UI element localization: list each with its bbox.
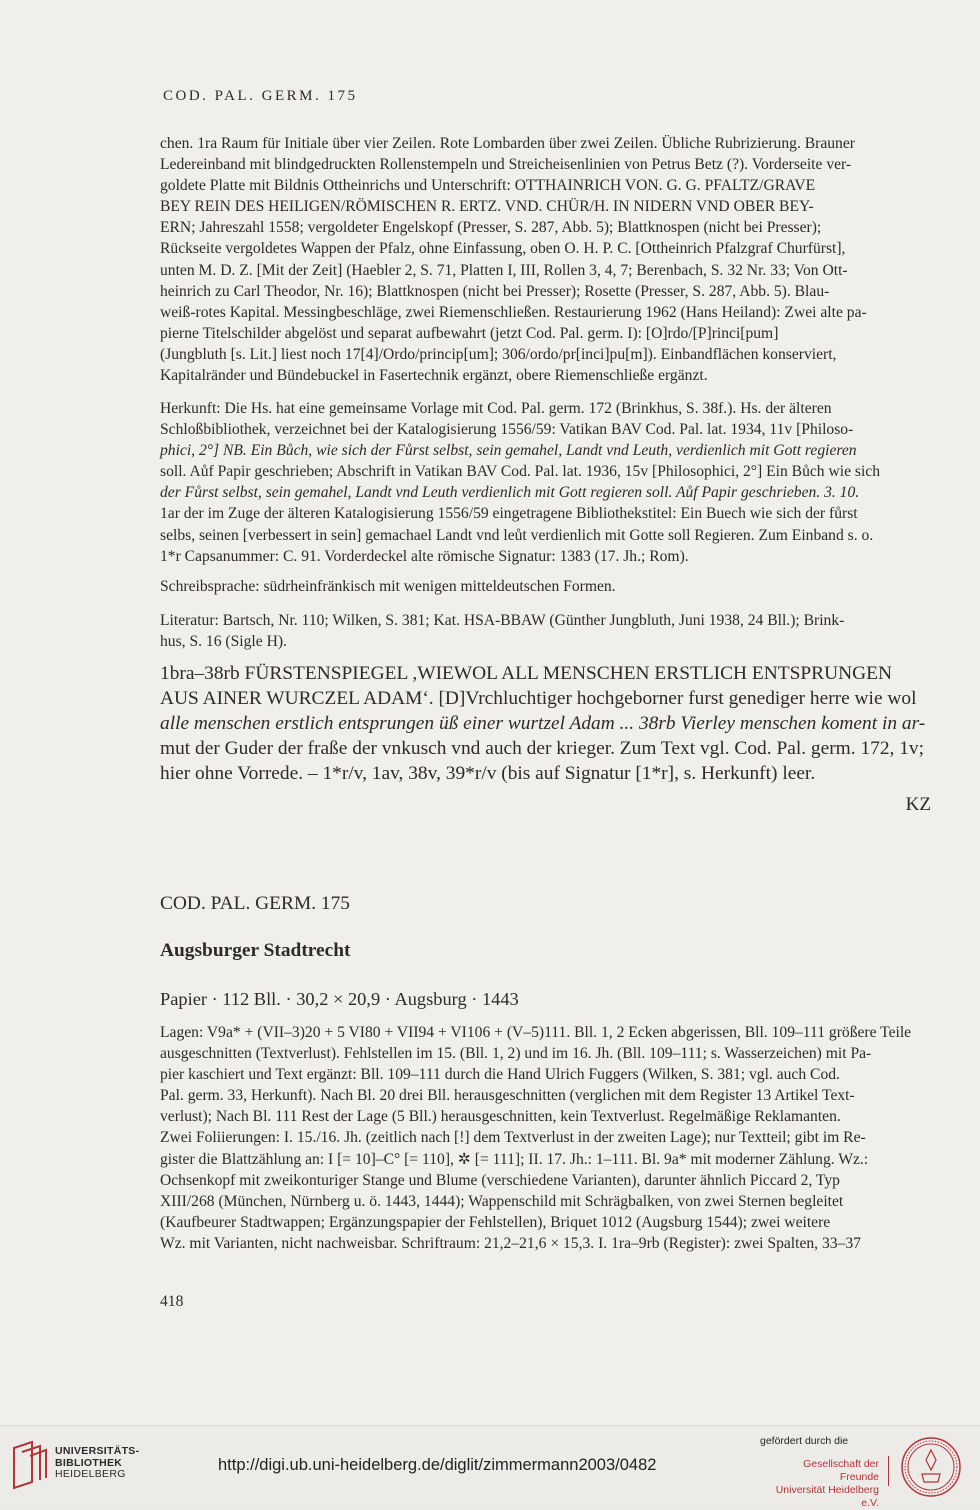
text-line: Schreibsprache: südrheinfränkisch mit wenigen mitteldeutschen Formen.	[160, 578, 616, 595]
text-line: ERN; Jahreszahl 1558; vergoldeter Engelskopf (Presser, S. 287, Abb. 5); Blattknospen (nicht bei Presser);	[160, 219, 822, 237]
text-line: Literatur: Bartsch, Nr. 110; Wilken, S. 381; Kat. HSA-BBAW (Günther Jungbluth, Juni 1938, 24 Bll.); Brink-	[160, 612, 845, 629]
society-line: Gesellschaft der Freunde	[803, 1458, 879, 1483]
collation-paragraph	[160, 1022, 931, 1254]
provenance-paragraph	[160, 398, 931, 567]
text-line: weiß-rotes Kapital. Messingbeschläge, zwei Riemenschließen. Restaurierung 1962 (Hans Heiland): Zwei alte pa-	[160, 303, 867, 321]
text-line: pier kaschiert und Text ergänzt: Bll. 109–111 durch die Hand Ulrich Fuggers (Wilken, S. 381; vgl. auch Cod.	[160, 1066, 840, 1084]
text-line: heinrich zu Carl Theodor, Nr. 16); Blattknospen (nicht bei Presser); Rosette (Presser, S. 287, Abb. 5). Blau-	[160, 282, 830, 300]
text-line: mut der Guder der fraße der vnkusch vnd auch der krieger. Zum Text vgl. Cod. Pal. germ. 172, 1v;	[160, 738, 925, 759]
text-line: Ledereinband mit blindgedruckten Rollenstempeln und Streicheisenlinien von Petrus Betz (?). Vorderseite ver-	[160, 156, 852, 174]
text-line: verlust); Nach Bl. 111 Rest der Lage (5 Bll.) herausgeschnitten, kein Textverlust. Regelmäßige Reklamanten.	[160, 1108, 841, 1126]
society-name[interactable]	[763, 1458, 879, 1510]
text-line: 1ar der im Zuge der älteren Katalogisierung 1556/59 eingetragene Bibliothekstitel: Ein Buech wie sich der fůrst	[160, 505, 858, 523]
text-line: Rückseite vergoldetes Wappen der Pfalz, ohne Einfassung, oben O. H. P. C. [Ottheinrich Pfalzgraf Churfürst],	[160, 240, 846, 258]
text-line: (Jungbluth [s. Lit.] liest noch 17[4]/Ordo/princip[um]; 306/ordo/pr[inci]pu[m]). Einbandflächen konserviert,	[160, 345, 837, 363]
text-line: pierne Titelschilder abgelöst und separat aufbewahrt (jetzt Cod. Pal. germ. I): [O]rdo/[P]rinci[pum]	[160, 324, 779, 342]
text-line: 1bra–38rb FÜRSTENSPIEGEL ,WIEWOL ALL MENSCHEN ERSTLICH ENTSPRUNGEN	[160, 663, 892, 684]
text-line: alle menschen erstlich entsprungen üß einer wurtzel Adam ... 38rb Vierley menschen koment in ar-	[160, 713, 926, 734]
university-library-logo-icon[interactable]	[10, 1438, 50, 1490]
text-line: hier ohne Vorrede. – 1*r/v, 1av, 38v, 39*r/v (bis auf Signatur [1*r], s. Herkunft) leer.	[160, 763, 816, 784]
page-number: 418	[160, 1293, 184, 1310]
text-line: AUS AINER WURCZEL ADAM‘. [D]Vrchluchtiger hochgeborner furst genediger herre wie wol	[160, 688, 917, 709]
text-line: ausgeschnitten (Textverlust). Fehlstellen im 15. (Bll. 1, 2) und im 16. Jh. (Bll. 109–111; s. Wasserzeichen) mit Pa-	[160, 1045, 872, 1063]
text-line: hus, S. 16 (Sigle H).	[160, 633, 287, 651]
material-line: Papier · 112 Bll. · 30,2 × 20,9 · Augsburg · 1443	[160, 989, 519, 1009]
text-line: Wz. mit Varianten, nicht nachweisbar. Schriftraum: 21,2–21,6 × 15,3. I. 1ra–9rb (Register): zwei Spalten, 33–37	[160, 1234, 861, 1252]
text-line: Schloßbibliothek, verzeichnet bei der Katalogisierung 1556/59: Vatikan BAV Cod. Pal. lat. 1934, 11v [Philoso-	[160, 421, 854, 439]
ub-line: UNIVERSITÄTS-	[55, 1445, 140, 1457]
text-line: selbs, seinen [verbessert in sein] gemachael Landt vnd leůt verdienlich mit Gotte soll Regieren. Zum Einband s. o.	[160, 526, 874, 544]
footer-bar	[0, 1425, 980, 1509]
text-line: Kapitalränder und Bündebuckel in Fasertechnik ergänzt, obere Riemenschließe ergänzt.	[160, 367, 708, 385]
language-paragraph	[160, 576, 931, 597]
running-head: COD. PAL. GERM. 175	[163, 88, 358, 104]
text-line: XIII/268 (München, Nürnberg u. ö. 1443, 1444); Wappenschild mit Schrägbalken, von zwei Sternen begleitet	[160, 1192, 844, 1210]
university-library-name	[55, 1446, 139, 1481]
text-line: der Fůrst selbst, sein gemahel, Landt vnd Leuth verdienlich mit Gott regieren soll. Aůf Papir geschrieben. 3. 10.	[160, 484, 860, 502]
funded-by-label: gefördert durch die	[760, 1435, 849, 1447]
text-line: Herkunft: Die Hs. hat eine gemeinsame Vorlage mit Cod. Pal. germ. 172 (Brinkhus, S. 38f.). Hs. der älteren	[160, 400, 832, 417]
text-line: 1*r Capsanummer: C. 91. Vorderdeckel alte römische Signatur: 1383 (17. Jh.; Rom).	[160, 547, 689, 565]
permalink-url[interactable]: http://digi.ub.uni-heidelberg.de/diglit/zimmermann2003/0482	[218, 1456, 657, 1474]
literature-paragraph	[160, 610, 931, 652]
codex-title: COD. PAL. GERM. 175	[160, 893, 350, 914]
text-line: Zwei Foliierungen: I. 15./16. Jh. (zeitlich nach [!] dem Textverlust in der zweiten Lage); nur Textteil; gibt im Re-	[160, 1129, 866, 1147]
text-line: Lagen: V9a* + (VII–3)20 + 5 VI80 + VII94 + VI106 + (V–5)111. Bll. 1, 2 Ecken abgerissen, Bll. 109–111 größere Teile	[160, 1024, 912, 1041]
text-line: goldete Platte mit Bildnis Ottheinrichs und Unterschrift: OTTHAINRICH VON. G. G. PFALTZ/GRAVE	[160, 177, 816, 195]
text-line: Ochsenkopf mit zweikonturiger Stange und Blume (verschiedene Varianten), darunter ähnlich Piccard 2, Typ	[160, 1171, 840, 1189]
text-line: soll. Aůf Papir geschrieben; Abschrift in Vatikan BAV Cod. Pal. lat. 1936, 15v [Philosophici, 2°] Ein Bůch wie sich	[160, 463, 881, 481]
text-line: chen. 1ra Raum für Initiale über vier Zeilen. Rote Lombarden über zwei Zeilen. Übliche Rubrizierung. Brauner	[160, 135, 855, 152]
text-line: BEY REIN DES HEILIGEN/RÖMISCHEN R. ERTZ. VND. CHÜR/H. IN NIDERN VND OBER BEY-	[160, 198, 814, 216]
content-entry	[160, 661, 931, 786]
text-line: Pal. germ. 33, Herkunft). Nach Bl. 20 drei Bll. herausgeschnitten (verglichen mit dem Register 13 Artikel Text-	[160, 1087, 855, 1105]
work-title: Augsburger Stadtrecht	[160, 940, 351, 961]
society-line: Universität Heidelberg e.V.	[775, 1484, 879, 1509]
text-line: (Kaufbeurer Stadtwappen; Ergänzungspapier der Fehlstellen), Briquet 1012 (Augsburg 1544); zwei weitere	[160, 1213, 831, 1231]
author-initials: KZ	[905, 794, 931, 815]
text-line: phici, 2°] NB. Ein Bůch, wie sich der Fůrst selbst, sein gemahel, Landt vnd Leuth, verdienlich mit Gott regieren	[160, 442, 857, 460]
text-line: unten M. D. Z. [Mit der Zeit] (Haebler 2, S. 71, Platten I, III, Rollen 3, 4, 7; Berenbach, S. 32 Nr. 33; Von Ott-	[160, 261, 848, 279]
university-seal-icon	[900, 1436, 962, 1498]
ub-line: HEIDELBERG	[55, 1468, 126, 1480]
binding-description	[160, 133, 931, 386]
text-line: gister die Blattzählung an: I [= 10]–C° [= 110], ✲ [= 111]; II. 17. Jh.: 1–111. Bl. 9a* mit moderner Zählung. Wz.:	[160, 1150, 869, 1168]
divider	[888, 1456, 889, 1486]
ub-line: BIBLIOTHEK	[55, 1456, 123, 1469]
